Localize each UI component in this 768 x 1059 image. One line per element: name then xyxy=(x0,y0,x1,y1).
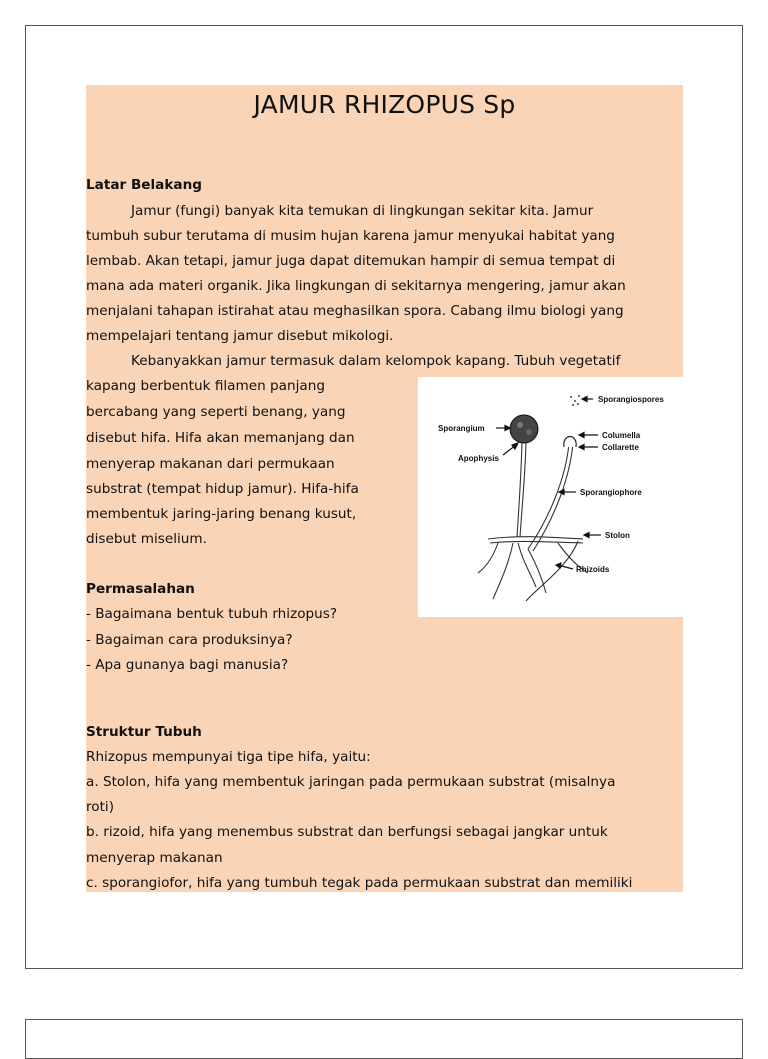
document-page xyxy=(25,25,743,969)
label-columella: Columella xyxy=(602,431,641,440)
page-content xyxy=(86,85,683,892)
label-stolon: Stolon xyxy=(605,531,630,540)
heading-struktur-tubuh: Struktur Tubuh xyxy=(86,724,202,740)
paragraph-line: mana ada materi organik. Jika lingkungan di sekitarnya mengering, jamur akan xyxy=(86,278,626,294)
paragraph-line: kapang berbentuk filamen panjang xyxy=(86,378,325,394)
paragraph-line: c. sporangiofor, hifa yang tumbuh tegak pada permukaan substrat dan memiliki xyxy=(86,875,633,891)
hyphae-strokes xyxy=(478,443,588,601)
list-item: - Bagaimana bentuk tubuh rhizopus? xyxy=(86,606,338,622)
label-sporangiospores: Sporangiospores xyxy=(598,395,664,404)
label-collarette: Collarette xyxy=(602,443,639,452)
paragraph-line: b. rizoid, hifa yang menembus substrat dan berfungsi sebagai jangkar untuk xyxy=(86,824,608,840)
page-title: JAMUR RHIZOPUS Sp xyxy=(253,90,516,119)
columella-shape xyxy=(564,437,576,448)
paragraph-line: bercabang yang seperti benang, yang xyxy=(86,404,346,420)
paragraph-line: tumbuh subur terutama di musim hujan karena jamur menyukai habitat yang xyxy=(86,228,615,244)
paragraph-line: disebut miselium. xyxy=(86,531,207,547)
sporangium-texture xyxy=(517,422,523,428)
sporangium-shape xyxy=(510,415,538,443)
sporangium-texture xyxy=(526,429,532,435)
paragraph-line: Jamur (fungi) banyak kita temukan di lingkungan sekitar kita. Jamur xyxy=(131,203,594,219)
label-apophysis: Apophysis xyxy=(458,454,499,463)
list-item: - Apa gunanya bagi manusia? xyxy=(86,657,289,673)
paragraph-line: menjalani tahapan istirahat atau meghasilkan spora. Cabang ilmu biologi yang xyxy=(86,303,624,319)
paragraph-line: mempelajari tentang jamur disebut mikologi. xyxy=(86,328,394,344)
heading-latar-belakang: Latar Belakang xyxy=(86,177,202,193)
paragraph-line: Rhizopus mempunyai tiga tipe hifa, yaitu: xyxy=(86,749,371,765)
rhizopus-diagram xyxy=(418,377,683,617)
paragraph-line: menyerap makanan dari permukaan xyxy=(86,456,335,472)
paragraph-line: membentuk jaring-jaring benang kusut, xyxy=(86,506,357,522)
paragraph-line: disebut hifa. Hifa akan memanjang dan xyxy=(86,430,355,446)
paragraph-line: roti) xyxy=(86,799,115,815)
paragraph-line: Kebanyakkan jamur termasuk dalam kelompok kapang. Tubuh vegetatif xyxy=(131,353,621,369)
paragraph-line: menyerap makanan xyxy=(86,850,223,866)
label-rhizoids: Rhizoids xyxy=(576,565,610,574)
paragraph-line: substrat (tempat hidup jamur). Hifa-hifa xyxy=(86,481,359,497)
paragraph-line: a. Stolon, hifa yang membentuk jaringan pada permukaan substrat (misalnya xyxy=(86,774,616,790)
next-page xyxy=(25,1019,743,1059)
label-sporangiophore: Sporangiophore xyxy=(580,488,642,497)
spores-dots xyxy=(570,395,580,406)
heading-permasalahan: Permasalahan xyxy=(86,581,195,597)
list-item: - Bagaiman cara produksinya? xyxy=(86,632,293,648)
label-sporangium: Sporangium xyxy=(438,424,485,433)
paragraph-line: lembab. Akan tetapi, jamur juga dapat ditemukan hampir di semua tempat di xyxy=(86,253,616,269)
rhizopus-diagram-svg xyxy=(418,377,683,617)
